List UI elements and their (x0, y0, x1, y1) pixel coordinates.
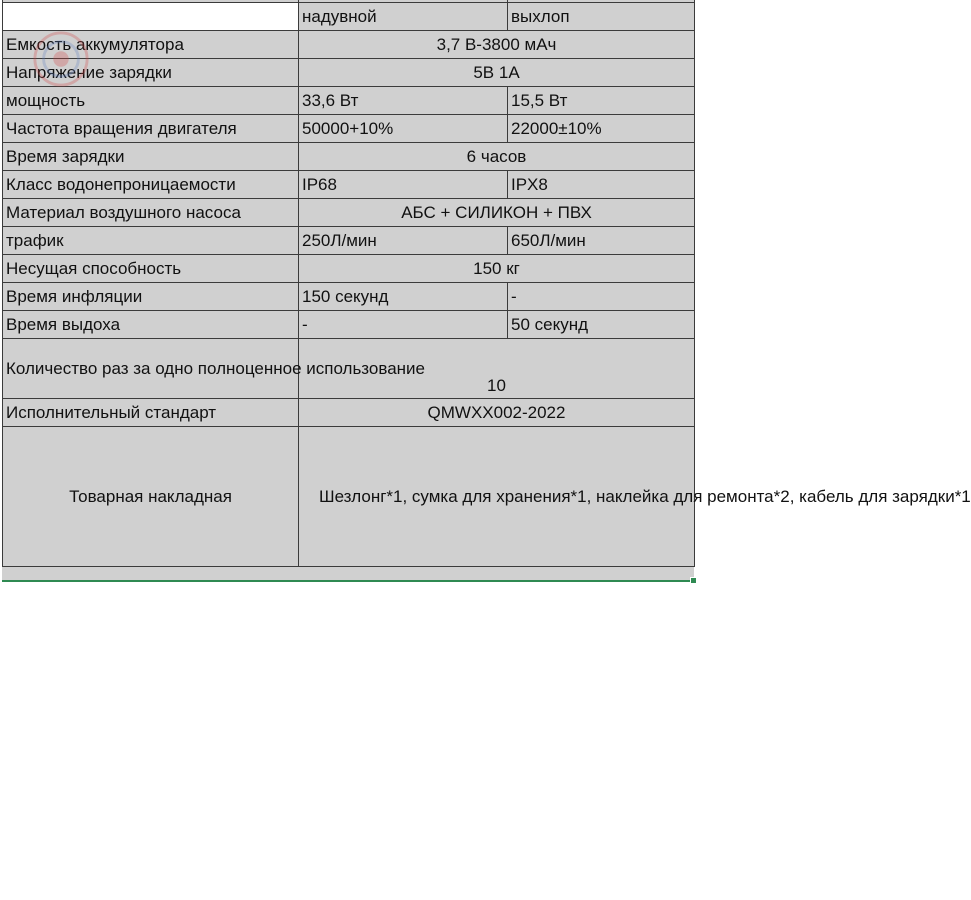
header-cell-empty[interactable] (3, 3, 299, 31)
table-row (3, 143, 695, 171)
row-label-cell[interactable]: Количество раз за одно полноценное использование (3, 339, 299, 399)
row-value-exhaust-cell[interactable]: 15,5 Вт (508, 87, 695, 115)
table-row (3, 115, 695, 143)
row-value-inflate-cell[interactable]: 150 секунд (299, 283, 508, 311)
spec-table (2, 0, 971, 567)
row-label-cell[interactable]: Несущая способность (3, 255, 299, 283)
table-row (3, 87, 695, 115)
row-label-cell[interactable]: Материал воздушного насоса (3, 199, 299, 227)
header-cell-exhaust[interactable]: выхлоп (508, 3, 695, 31)
row-value-cell[interactable]: QMWXX002-2022 (299, 399, 695, 427)
row-label-cell[interactable]: Класс водонепроницаемости (3, 171, 299, 199)
row-value-cell[interactable]: 3,7 В-3800 мАч (299, 31, 695, 59)
row-value-cell[interactable]: Шезлонг*1, сумка для хранения*1, наклейка для ремонта*2, кабель для зарядки*1 (299, 427, 695, 567)
row-value-cell[interactable]: 150 кг (299, 255, 695, 283)
row-value-exhaust-cell[interactable]: - (508, 283, 695, 311)
table-row (3, 227, 695, 255)
table-row (3, 59, 695, 87)
table-row (3, 31, 695, 59)
table-header-row (3, 3, 695, 31)
table-row (3, 171, 695, 199)
row-label-cell[interactable]: Время инфляции (3, 283, 299, 311)
row-value-inflate-cell[interactable]: 50000+10% (299, 115, 508, 143)
table-row (3, 399, 695, 427)
row-value-exhaust-cell[interactable]: 50 секунд (508, 311, 695, 339)
row-value-exhaust-cell[interactable]: IPX8 (508, 171, 695, 199)
row-label-cell[interactable]: Время зарядки (3, 143, 299, 171)
table-row (3, 255, 695, 283)
row-label-cell[interactable]: Товарная накладная (3, 427, 299, 567)
table-row (3, 199, 695, 227)
row-value-inflate-cell[interactable]: 33,6 Вт (299, 87, 508, 115)
row-value-cell[interactable]: 10 (299, 339, 695, 399)
table-row (3, 339, 695, 399)
table-row (3, 427, 695, 567)
row-value-inflate-cell[interactable]: 250Л/мин (299, 227, 508, 255)
row-label-cell[interactable]: Частота вращения двигателя (3, 115, 299, 143)
header-cell-inflate[interactable]: надувной (299, 3, 508, 31)
row-label-cell[interactable]: трафик (3, 227, 299, 255)
row-label-cell[interactable]: Исполнительный стандарт (3, 399, 299, 427)
table-row (3, 311, 695, 339)
row-label-cell[interactable]: Емкость аккумулятора (3, 31, 299, 59)
row-value-inflate-cell[interactable]: IP68 (299, 171, 508, 199)
row-value-cell[interactable]: АБС + СИЛИКОН + ПВХ (299, 199, 695, 227)
row-label-cell[interactable]: Время выдоха (3, 311, 299, 339)
table-row (3, 283, 695, 311)
row-value-cell[interactable]: 6 часов (299, 143, 695, 171)
row-value-exhaust-cell[interactable]: 22000±10% (508, 115, 695, 143)
row-label-cell[interactable]: Напряжение зарядки (3, 59, 299, 87)
row-value-inflate-cell[interactable]: - (299, 311, 508, 339)
row-label-cell[interactable]: мощность (3, 87, 299, 115)
spreadsheet-area (2, 0, 971, 582)
row-value-exhaust-cell[interactable]: 650Л/мин (508, 227, 695, 255)
row-value-cell[interactable]: 5В 1А (299, 59, 695, 87)
